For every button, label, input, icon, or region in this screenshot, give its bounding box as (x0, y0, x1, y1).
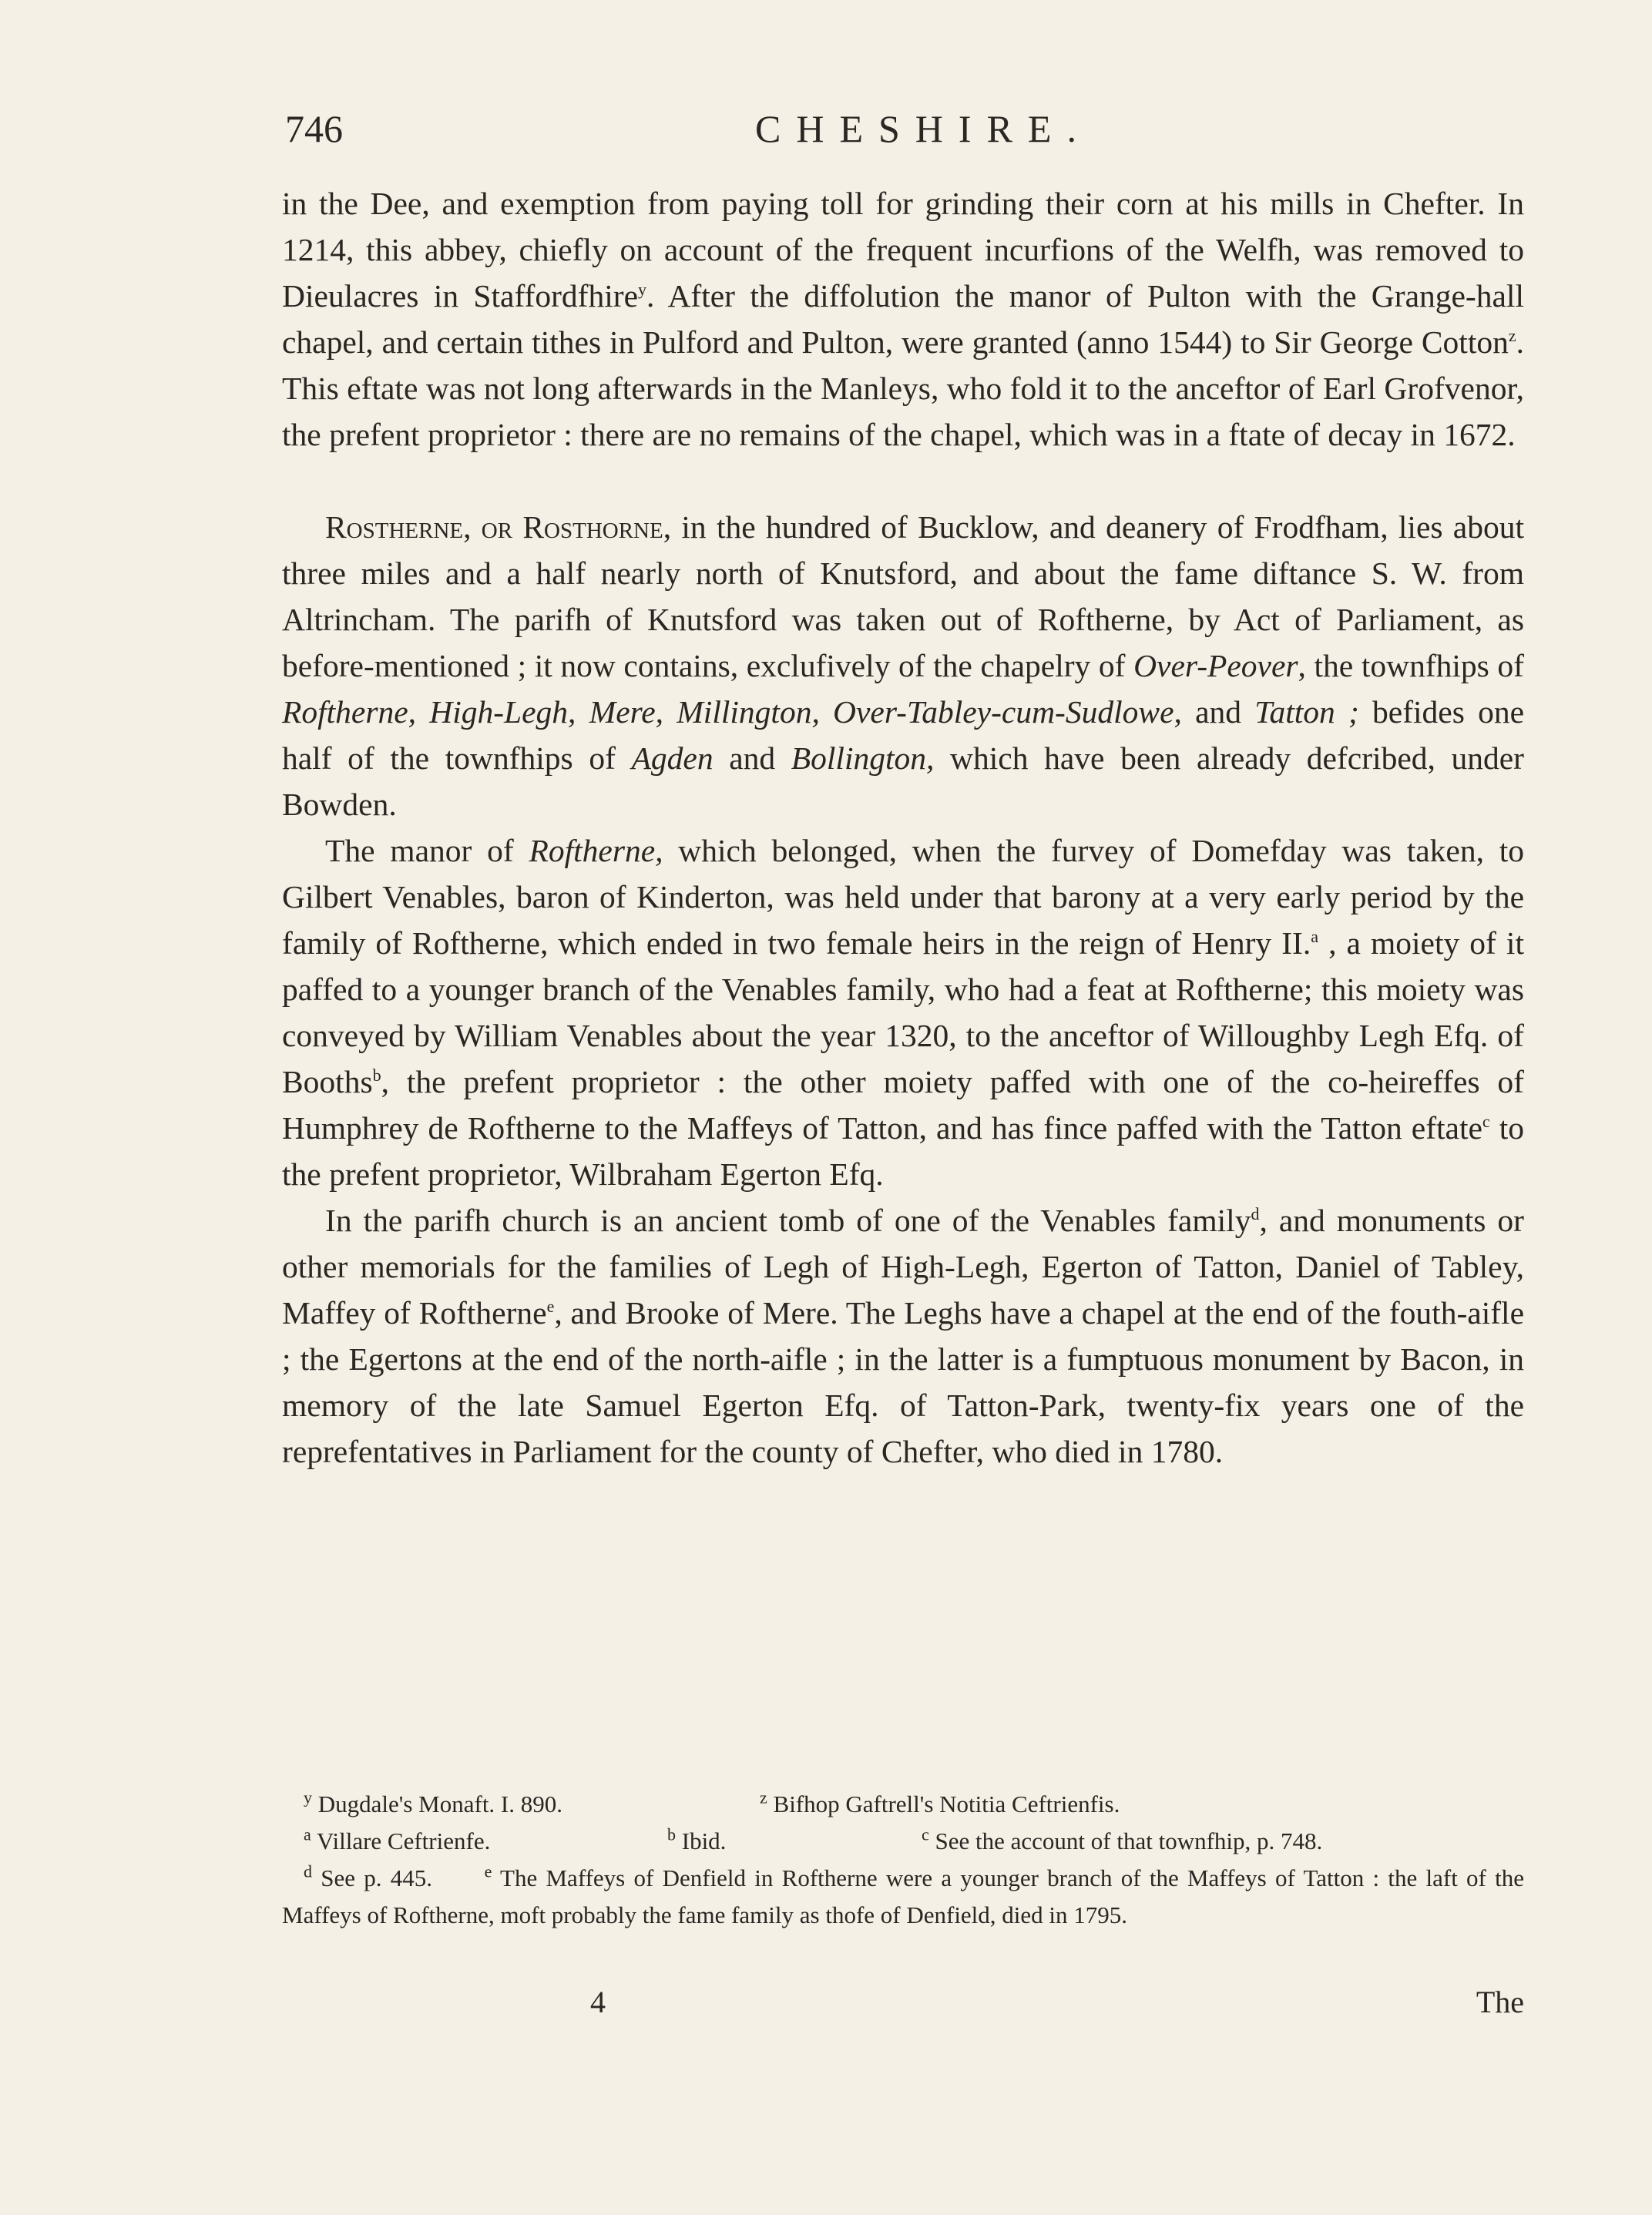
footnote-wrap (282, 1860, 1524, 1934)
footnote-ref-b: b (372, 1066, 381, 1086)
running-title: CHESHIRE. (755, 107, 1092, 150)
paragraph-church: In the parifh church is an ancient tomb of one of the Venables family$^d$, and monuments or other memorials for the families of Legh of High-Legh, Egerton of Tatton, Daniel of Tabley, Maffey of Roftherne$^e$, and Brooke of Mere. The Leghs have a chapel at the end of the fouth-aifle ; the Egertons at the end of the north-aifle ; in the latter is a fumptuous monument by Bacon, in memory of the late Samuel Egerton Efq. of Tatton-Park, twenty-fix years one of the reprefentatives in Parliament for the county of Chefter, who died in 1780. (282, 1203, 1525, 1469)
signature-mark: 4 (590, 1985, 606, 2019)
section-heading-rostherne: Rostherne, or Rosthorne, (325, 509, 672, 545)
footnote-y: $^y$ Dugdale's Monaft. I. 890. (304, 1787, 563, 1817)
catchline (282, 1984, 1524, 2022)
footnote-row (282, 1786, 1524, 1823)
footnote-ref-z: z (1508, 326, 1516, 346)
footnote-a: $^a$ Villare Ceftrienfe. (304, 1824, 491, 1854)
footnote-ref-e: e (546, 1297, 555, 1317)
body-text (282, 180, 1524, 1475)
footnote-ref-d: d (1251, 1204, 1260, 1224)
footnote-b: $^b$ Ibid. (667, 1824, 727, 1854)
paragraph-pulton: in the Dee, and exemption from paying toll for grinding their corn at his mills in Chefter. In 1214, this abbey, chiefly on account of the frequent incurfions of the Welfh, was removed to Dieulacres in Staffordfhire$^y$. After the diffolution the manor of Pulton with the Grange-hall chapel, and certain tithes in Pulford and Pulton, were granted (anno 1544) to Sir George Cotton$^z$. This eftate was not long afterwards in the Manleys, who fold it to the anceftor of Earl Grofvenor, the prefent proprietor : there are no remains of the chapel, which was in a ftate of decay in 1672. (282, 186, 1524, 452)
footnote-ref-y: y (638, 280, 646, 300)
footnote-d: $^d$ See p. 445. (304, 1861, 433, 1891)
footnote-e: $^e$ The Maffeys of Denfield in Roftherne were a younger branch of the Maffeys of Tatton : the laft of the Maffeys of Roftherne, moft probably the fame family as thofe of Denfield, died in 1795. (282, 1861, 1525, 1928)
paragraph-rostherne-intro: Rostherne, or Rosthorne, in the hundred of Bucklow, and deanery of Frodfham, lies about three miles and a half nearly north of Knutsford, and about the fame diftance S. W. from Altrincham. The parifh of Knutsford was taken out of Roftherne, by Act of Parliament, as before-mentioned ; it now contains, exclufively of the chapelry of Over-Peover, the townfhips of Roftherne, High-Legh, Mere, Millington, Over-Tabley-cum-Sudlowe, and Tatton ; befides one half of the townfhips of Agden and Bollington, which have been already defcribed, under Bowden. (282, 509, 1525, 822)
paragraph-manor: The manor of Roftherne, which belonged, when the furvey of Domefday was taken, to Gilbert Venables, baron of Kinderton, was held under that barony at a very early period by the family of Roftherne, which ended in two female heirs in the reign of Henry II.$^a$ , a moiety of it paffed to a younger branch of the Venables family, who had a feat at Roftherne; this moiety was conveyed by William Venables about the year 1320, to the anceftor of Willoughby Legh Efq. of Booths$^b$, the prefent proprietor : the other moiety paffed with one of the co-heireffes of Humphrey de Roftherne to the Maffeys of Tatton, and has fince paffed with the Tatton eftate$^c$ to the prefent proprietor, Wilbraham Egerton Efq. (282, 833, 1525, 1192)
footnote-z: $^z$ Bifhop Gaftrell's Notitia Ceftrienfis. (760, 1787, 1120, 1817)
page-number: 746 (285, 107, 343, 150)
page-header (285, 106, 1513, 160)
catchword: The (1476, 1985, 1524, 2019)
footnotes (282, 1786, 1524, 1934)
footnote-ref-c: c (1482, 1112, 1490, 1132)
footnote-c: $^c$ See the account of that townfhip, p. 748. (922, 1824, 1323, 1854)
footnote-ref-a: a (1311, 927, 1318, 947)
footnote-row (282, 1823, 1524, 1860)
